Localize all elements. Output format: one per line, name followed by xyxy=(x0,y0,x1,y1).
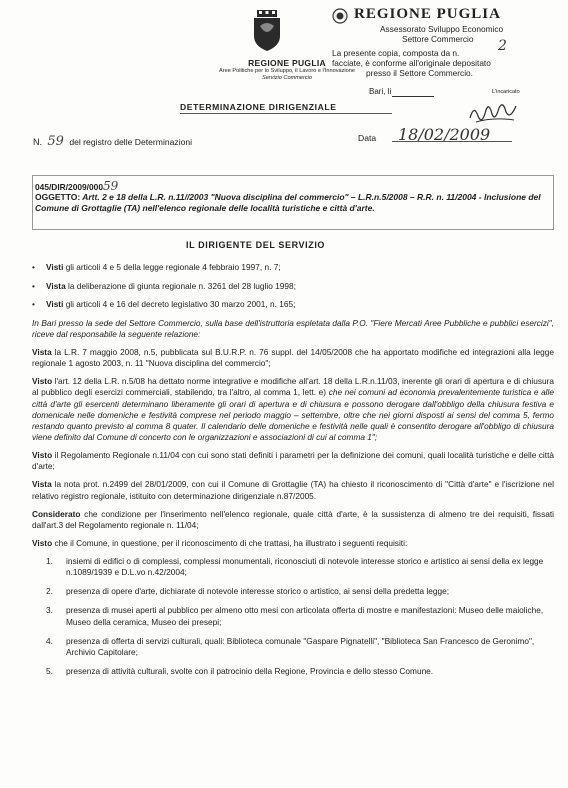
list-item: 3. presenza di musei aperti al pubblico per almeno otto mesi con articolata offerta di mostre e manifestazioni: Museo delle maioliche, Museo della ceramica, Museo dei presepi; xyxy=(46,605,544,627)
title-underline xyxy=(180,113,392,114)
subject-label: OGGETTO: xyxy=(35,192,81,202)
document-title: DETERMINAZIONE DIRIGENZIALE xyxy=(180,102,337,112)
section-heading: IL DIRIGENTE DEL SERVIZIO xyxy=(186,240,326,250)
subject-code xyxy=(35,179,118,193)
stamp-line5: presso il Settore Commercio. xyxy=(366,68,473,78)
regione-puglia-emblem xyxy=(250,8,284,52)
registry-suffix: del registro delle Determinazioni xyxy=(69,137,193,147)
header-service-line: Servizio Commercio xyxy=(261,75,313,81)
registry-prefix: N. xyxy=(33,137,42,147)
stamp-handwritten-pages: 2 xyxy=(498,38,507,54)
paragraph-visto-art12: Visto l'art. 12 della L.R. n.5/08 ha dettato norme integrative e modifiche all'art. 18 della L.R.n.11/03, inerente gli orari di apertura e di chiusura al pubblico degli esercizi commerciali, stabilendo, tra l'altro, al comma 1, lett. e) che nei comuni ad economia prevalentemente turistica e alle città d'arte gli esercenti determinano liberamente gli orari di apertura e di chiusura e possono derogare dall'obbligo della chiusura festiva e domenicale nelle domeniche e festività comprese nel periodo maggio – settembre, oltre che nei giorni disposti ai sensi del comma 5, fermo restando quanto previsto al comma 8 quater. Il calendario delle domeniche e festività nelle quali è consentito derogare all'obbligo di chiusura viene definito dal Comune di concerto con le organizzazioni e associazioni di cui al comma 1"; xyxy=(32,376,554,443)
visti-item: • Visti gli articoli 4 e 16 del decreto legislativo 30 marzo 2001, n. 165; xyxy=(32,299,554,310)
stamp-seal-icon xyxy=(332,8,348,24)
header-logo-label: REGIONE PUGLIA xyxy=(248,58,326,68)
registry-line xyxy=(33,134,192,149)
subject-code-number: 59 xyxy=(102,179,119,193)
handwritten-signature xyxy=(468,100,518,126)
subject-code-prefix: 045/DIR/2009/000 xyxy=(35,182,103,192)
list-item: 5. presenza di attività culturali, svolte con il patrocinio della Regione, Provincia e dello stesso Comune. xyxy=(46,666,434,677)
paragraph-vista-nota: Vista la nota prot. n.2499 del 28/01/2009, con cui il Comune di Grottaglie (TA) ha chiesto il riconoscimento di "Città d'arte" e l'iscrizione nel relativo registro regionale, istituito con determinazione dirigenziale n.87/2005. xyxy=(32,479,554,501)
registry-number: 59 xyxy=(47,134,64,149)
subject-text xyxy=(35,192,547,214)
date-underline xyxy=(392,141,512,142)
visti-item: • Visti gli articoli 4 e 5 della legge regionale 4 febbraio 1997, n. 7; xyxy=(32,262,554,273)
stamp-line3: La presente copia, composta da n. xyxy=(332,48,460,58)
date-label: Data xyxy=(358,133,377,143)
stamp-bari-label: Bari, li xyxy=(369,87,392,96)
paragraph-visto-comune: Visto che il Comune, in questione, per il riconoscimento di che trattasi, ha illustrato i seguenti requisiti: xyxy=(32,537,408,548)
list-item: 2. presenza di opere d'arte, dichiarate di notevole interesse storico o artistico, ai sensi della predetta legge; xyxy=(46,586,450,597)
stamp-officer-label: L'incaricato xyxy=(492,89,520,95)
stamp-line2: Settore Commercio xyxy=(402,34,474,44)
date-value: 18/02/2009 xyxy=(398,125,491,144)
header-ministry-line: Aree Politiche per lo Sviluppo, il Lavoro e l'Innovazione xyxy=(218,68,356,74)
stamp-line4: facciate, è conforme all'originale depositato xyxy=(332,58,491,68)
paragraph-considerato: Considerato che condizione per l'inserimento nell'elenco regionale, quale città d'arte, è la sussistenza di almeno tre dei requisiti, fissati dall'art.3 del Regolamento regionale n. 11/04; xyxy=(32,508,554,530)
stamp-line1: Assessorato Sviluppo Economico xyxy=(380,24,504,34)
intro-paragraph: In Bari presso la sede del Settore Commercio, sulla base dell'istruttoria espletata dalla P.O. "Fiere Mercati Aree Pubbliche e pubblici esercizi", riceve dal responsabile la seguente relazione: xyxy=(32,317,554,339)
visti-item: • Vista la deliberazione di giunta regionale n. 3261 del 28 luglio 1998; xyxy=(32,281,554,292)
stamp-date-line xyxy=(392,96,434,97)
stamp-title: REGIONE PUGLIA xyxy=(354,6,501,22)
document-body xyxy=(32,262,554,685)
requisiti-list xyxy=(32,556,554,678)
paragraph-visto-regolamento: Visto il Regolamento Regionale n.11/04 con cui sono stati definiti i parametri per la definizione dei comuni, quali località turistiche e delle città d'arte; xyxy=(32,450,554,472)
list-item: 4. presenza di offerta di servizi culturali, quali: Biblioteca comunale "Gaspare Pignatelli", "Biblioteca San Francesco de Geronimo", Archivio Capitolare; xyxy=(46,635,535,658)
subject-body: Artt. 2 e 18 della L.R. n.11//2003 "Nuova disciplina del commercio" – L.R.n.5/2008 – R.R. n. 11/2004 - Inclusione del Comune di Grottaglie (TA) nell'elenco regionale delle località turistiche e città d'arte. xyxy=(35,192,541,213)
paragraph-vista-lr: Vista la L.R. 7 maggio 2008, n.5, pubblicata sul B.U.R.P. n. 76 suppl. del 14/05/2008 che ha apportato modifiche ed integrazioni alla legge regionale 1 agosto 2003, n. 11 "Nuova disciplina del commercio"; xyxy=(32,346,554,369)
list-item: 1. insiemi di edifici o di complessi, complessi monumentali, riconosciuti di notevole interesse storico e artistico ai sensi della ex legge n.1089/1939 e D.L.vo n.42/2004; xyxy=(46,555,544,578)
